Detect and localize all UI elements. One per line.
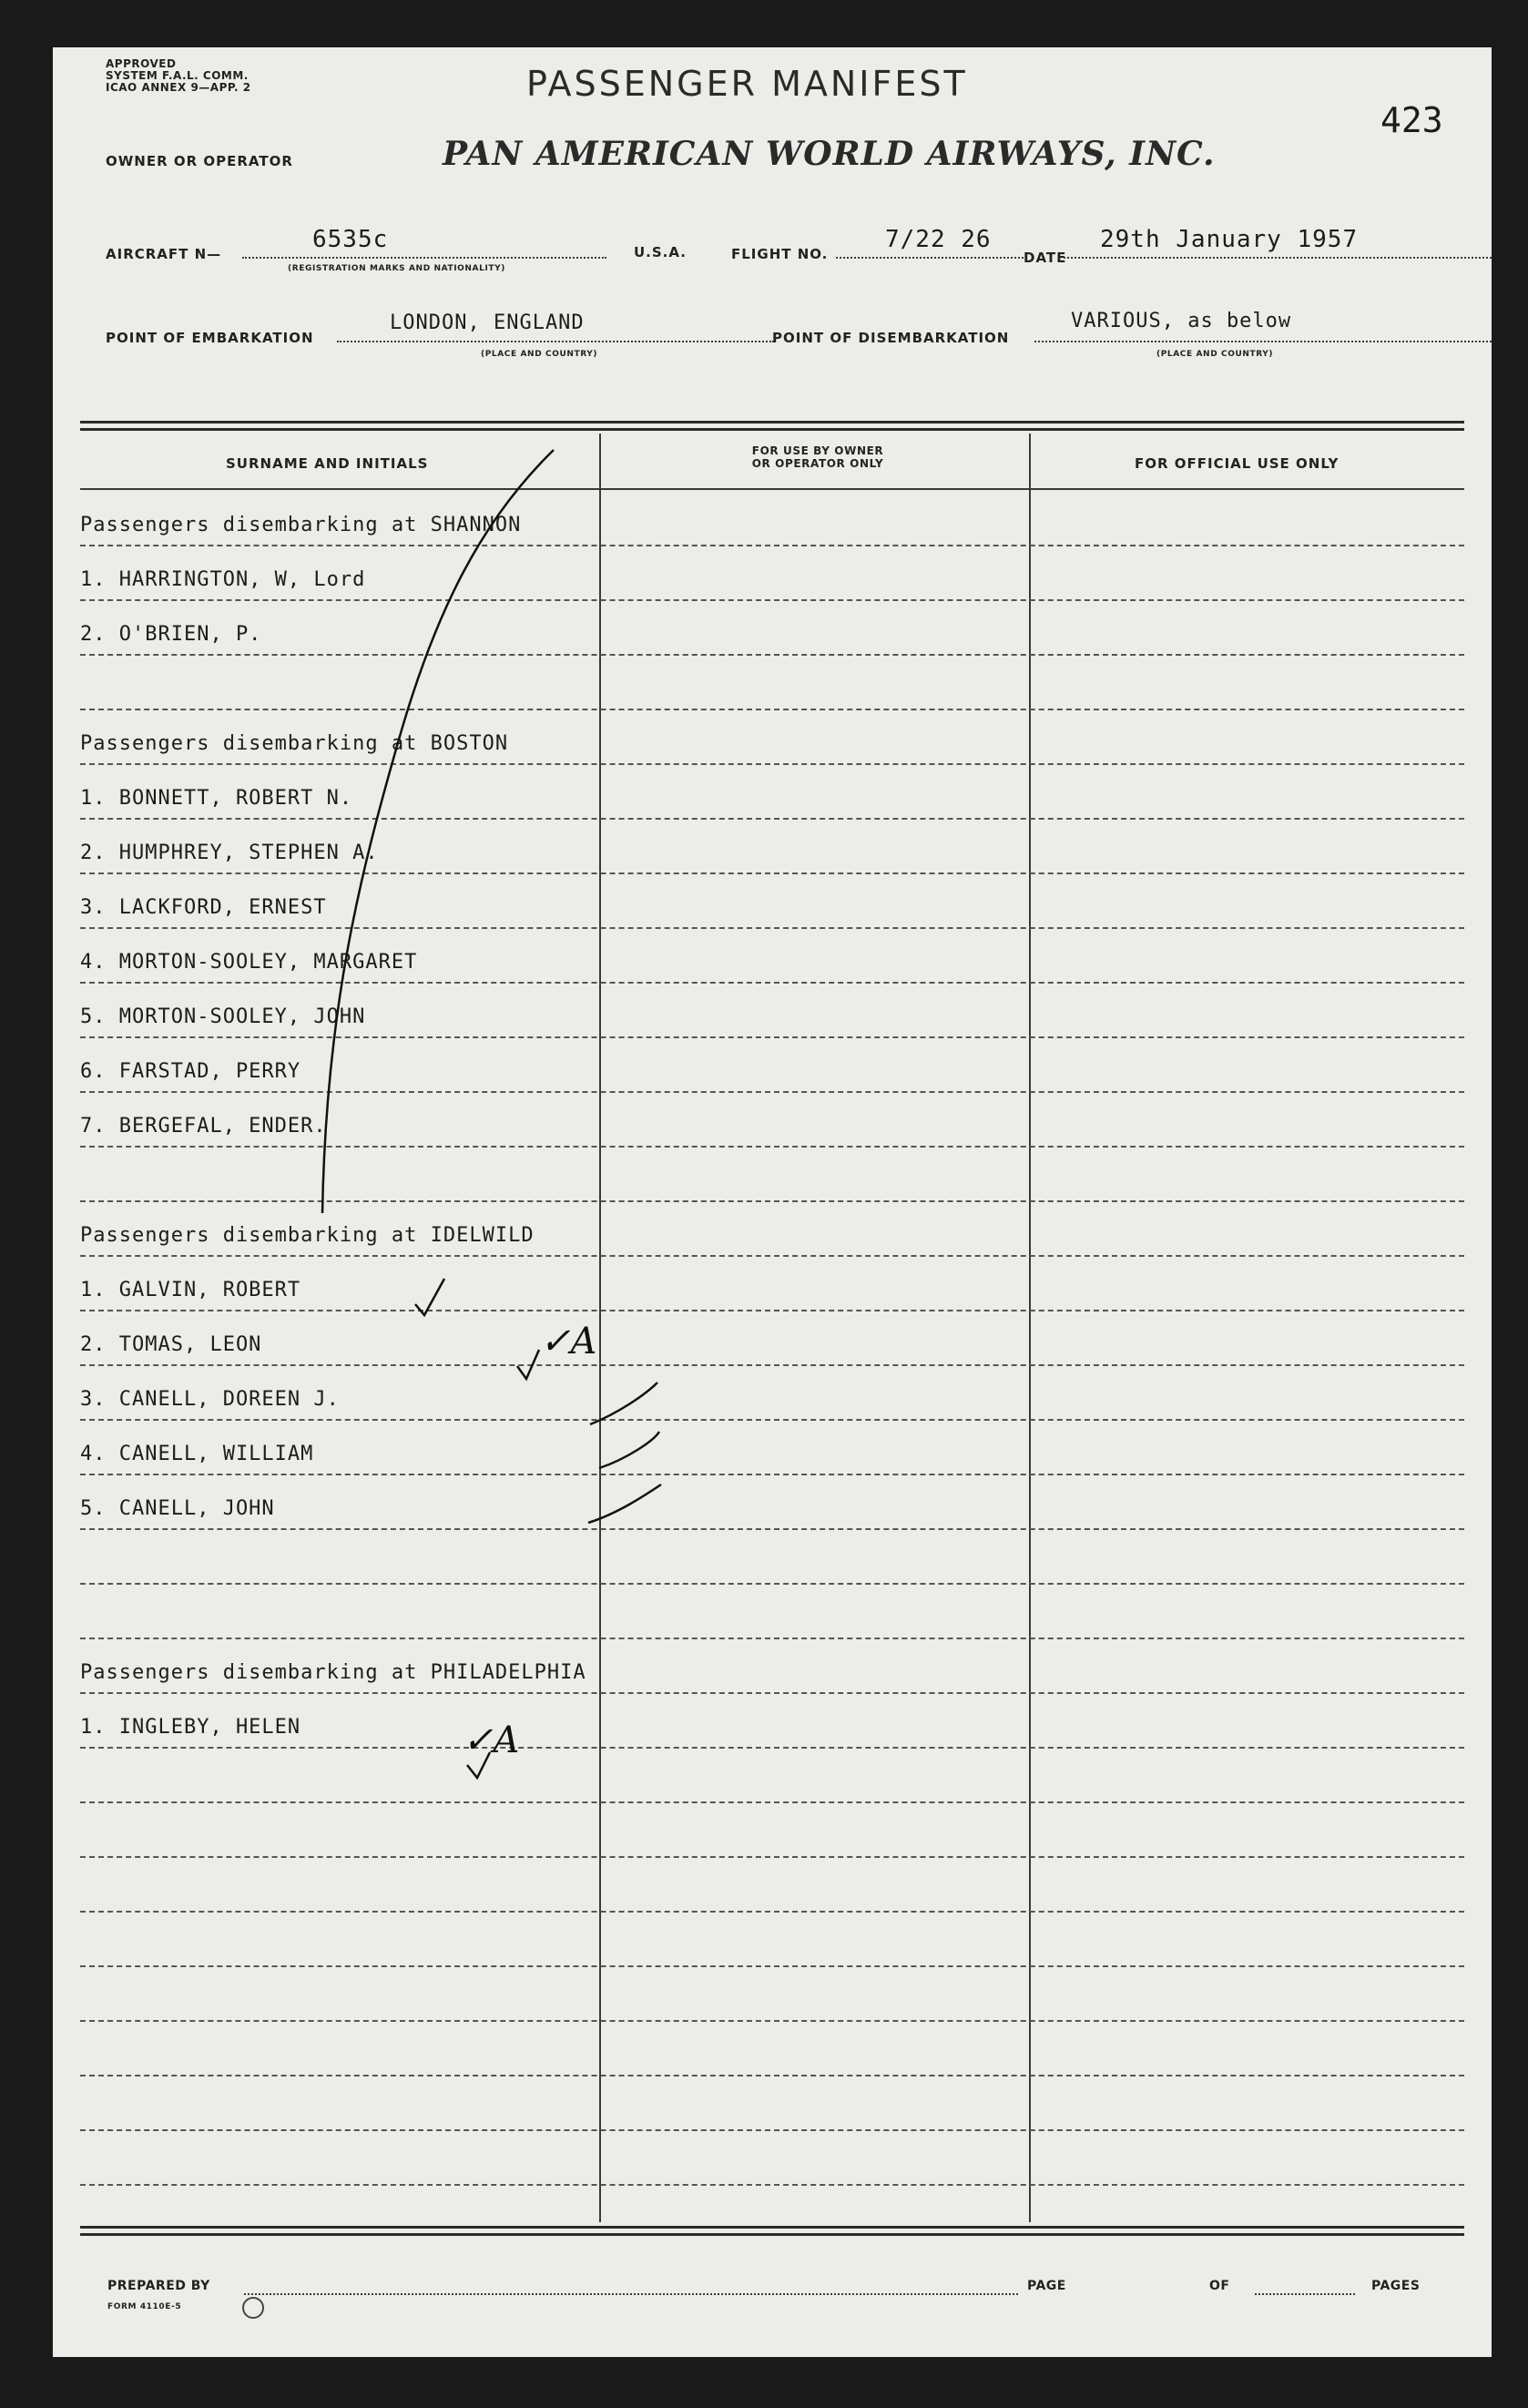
tick-stroke [590, 1383, 657, 1424]
page-label: PAGE [1027, 2279, 1066, 2293]
column-header-official: FOR OFFICIAL USE ONLY [1135, 455, 1340, 472]
passenger-row: 1. HARRINGTON, W, Lord [80, 568, 366, 591]
disembarkation-sub: (PLACE AND COUNTRY) [1156, 350, 1274, 359]
column-header-surname: SURNAME AND INITIALS [226, 455, 429, 472]
of-label: OF [1209, 2279, 1230, 2293]
approval-line: ICAO ANNEX 9—APP. 2 [106, 81, 251, 94]
aircraft-value: 6535c [312, 226, 389, 253]
embarkation-value: LONDON, ENGLAND [390, 311, 585, 334]
passenger-row: 2. TOMAS, LEON [80, 1333, 262, 1356]
passenger-row: 7. BERGEFAL, ENDER. [80, 1115, 327, 1138]
passenger-row: 1. BONNETT, ROBERT N. [80, 787, 353, 810]
checkmark [517, 1350, 539, 1379]
disembarkation-value: VARIOUS, as below [1071, 310, 1292, 332]
passenger-row: 2. HUMPHREY, STEPHEN A. [80, 842, 379, 864]
group-heading-idelwild: Passengers disembarking at IDELWILD [80, 1224, 535, 1247]
prepared-by-label: PREPARED BY [107, 2279, 210, 2293]
approval-line: APPROVED [106, 57, 177, 70]
aircraft-sub: (REGISTRATION MARKS AND NATIONALITY) [288, 264, 505, 273]
owner-value: PAN AMERICAN WORLD AIRWAYS, INC. [443, 135, 1216, 173]
owner-label: OWNER OR OPERATOR [106, 153, 293, 169]
manifest-sheet [53, 47, 1492, 2357]
tick-stroke [588, 1485, 661, 1523]
passenger-row: 5. MORTON-SOOLEY, JOHN [80, 1005, 366, 1028]
passenger-row: 4. CANELL, WILLIAM [80, 1443, 314, 1465]
passenger-row: 2. O'BRIEN, P. [80, 623, 262, 646]
embarkation-sub: (PLACE AND COUNTRY) [481, 350, 598, 359]
page-title: PASSENGER MANIFEST [526, 64, 968, 104]
globe-icon [242, 2297, 264, 2319]
handwritten-mark: ✓A [463, 1719, 520, 1761]
passenger-row: 1. GALVIN, ROBERT [80, 1279, 301, 1301]
group-heading-shannon: Passengers disembarking at SHANNON [80, 514, 522, 536]
approval-line: SYSTEM F.A.L. COMM. [106, 69, 249, 82]
pen-marks [53, 47, 1492, 2357]
disembarkation-label: POINT OF DISEMBARKATION [772, 330, 1010, 346]
date-value: 29th January 1957 [1100, 226, 1359, 253]
passenger-row: 1. INGLEBY, HELEN [80, 1716, 301, 1739]
column-header-owner: FOR USE BY OWNER OR OPERATOR ONLY [751, 444, 884, 470]
tick-stroke [599, 1432, 659, 1468]
pages-label: PAGES [1371, 2279, 1421, 2293]
passenger-row: 6. FARSTAD, PERRY [80, 1060, 301, 1083]
flight-value: 7/22 26 [885, 226, 992, 253]
aircraft-label: AIRCRAFT N— [106, 246, 222, 262]
passenger-row: 5. CANELL, JOHN [80, 1497, 275, 1520]
embarkation-label: POINT OF EMBARKATION [106, 330, 314, 346]
group-heading-philadelphia: Passengers disembarking at PHILADELPHIA [80, 1661, 586, 1684]
passenger-row: 3. LACKFORD, ERNEST [80, 896, 327, 919]
flight-label: FLIGHT NO. [731, 246, 829, 262]
handwritten-mark: ✓A [540, 1321, 597, 1362]
usa-label: U.S.A. [634, 244, 687, 260]
group-heading-boston: Passengers disembarking at BOSTON [80, 732, 509, 755]
date-label: DATE [1024, 250, 1067, 266]
page-number: 423 [1380, 100, 1443, 140]
passenger-row: 3. CANELL, DOREEN J. [80, 1388, 340, 1411]
passenger-row: 4. MORTON-SOOLEY, MARGARET [80, 951, 418, 974]
form-number: FORM 4110E-5 [107, 2302, 182, 2311]
checkmark [415, 1279, 444, 1315]
long-pen-stroke [322, 450, 554, 1213]
